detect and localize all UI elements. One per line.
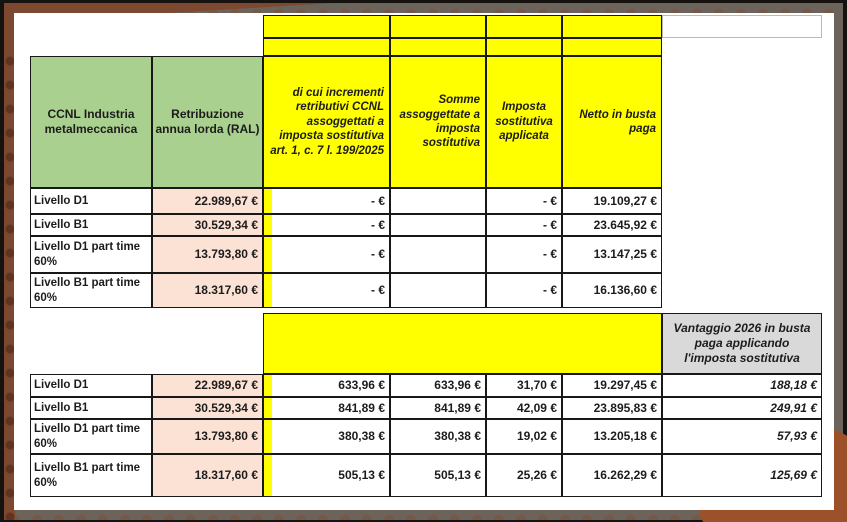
label-cell: Livello D1 <box>30 374 152 397</box>
label-cell: Livello B1 part time 60% <box>30 273 152 308</box>
somme-cell: 633,96 € <box>390 374 486 397</box>
label-cell: Livello D1 <box>30 188 152 214</box>
yellow-band-cell <box>263 38 390 56</box>
empty-cell <box>662 214 822 236</box>
ral-cell: 22.989,67 € <box>152 374 263 397</box>
empty-cell <box>662 56 822 188</box>
incrementi-cell: 633,96 € <box>272 374 390 397</box>
header-ral: Retribuzione annua lorda (RAL) <box>152 56 263 188</box>
somme-cell: 841,89 € <box>390 397 486 419</box>
ral-cell: 22.989,67 € <box>152 188 263 214</box>
yellow-band-cell <box>486 38 562 56</box>
somme-cell <box>390 188 486 214</box>
ral-cell: 13.793,80 € <box>152 236 263 273</box>
empty-cell <box>662 38 822 56</box>
yellow-strip-cell <box>263 419 272 454</box>
ral-cell: 18.317,60 € <box>152 273 263 308</box>
vantaggio-cell: 188,18 € <box>662 374 822 397</box>
empty-cell <box>662 236 822 273</box>
incrementi-cell: 841,89 € <box>272 397 390 419</box>
yellow-band-cell <box>390 38 486 56</box>
imposta-cell: - € <box>486 273 562 308</box>
vantaggio-cell: 57,93 € <box>662 419 822 454</box>
somme-cell <box>390 236 486 273</box>
empty-cell <box>662 188 822 214</box>
header-incrementi: di cui incrementi retributivi CCNL assoggettati a imposta sostitutiva art. 1, c. 7 l. 199/2025 <box>263 56 390 188</box>
empty-cell <box>30 38 263 56</box>
yellow-strip-cell <box>263 397 272 419</box>
header-somme: Somme assoggettate a imposta sostitutiva <box>390 56 486 188</box>
incrementi-cell: - € <box>272 236 390 273</box>
empty-cell <box>30 15 263 38</box>
netto-cell: 16.136,60 € <box>562 273 662 308</box>
incrementi-cell: - € <box>272 214 390 236</box>
empty-note-box <box>662 15 822 38</box>
label-cell: Livello D1 part time 60% <box>30 236 152 273</box>
ral-cell: 30.529,34 € <box>152 397 263 419</box>
yellow-band-cell <box>486 15 562 38</box>
netto-cell: 16.262,29 € <box>562 454 662 497</box>
netto-cell: 19.297,45 € <box>562 374 662 397</box>
slide-page <box>14 13 834 510</box>
header-ccnl: CCNL Industria metalmeccanica <box>30 56 152 188</box>
ral-cell: 30.529,34 € <box>152 214 263 236</box>
netto-cell: 19.109,27 € <box>562 188 662 214</box>
yellow-band-cell <box>263 313 662 374</box>
yellow-strip-cell <box>263 454 272 497</box>
netto-cell: 23.895,83 € <box>562 397 662 419</box>
header-netto: Netto in busta paga <box>562 56 662 188</box>
header-imposta: Imposta sostitutiva applicata <box>486 56 562 188</box>
yellow-strip-cell <box>263 374 272 397</box>
yellow-strip-cell <box>263 236 272 273</box>
yellow-band-cell <box>390 15 486 38</box>
netto-cell: 13.147,25 € <box>562 236 662 273</box>
label-cell: Livello B1 <box>30 397 152 419</box>
imposta-cell: 42,09 € <box>486 397 562 419</box>
yellow-strip-cell <box>263 214 272 236</box>
vantaggio-cell: 249,91 € <box>662 397 822 419</box>
yellow-strip-cell <box>263 188 272 214</box>
incrementi-cell: - € <box>272 273 390 308</box>
label-cell: Livello D1 part time 60% <box>30 419 152 454</box>
label-cell: Livello B1 <box>30 214 152 236</box>
incrementi-cell: 505,13 € <box>272 454 390 497</box>
yellow-strip-cell <box>263 273 272 308</box>
salary-comparison-table <box>30 15 822 497</box>
somme-cell: 505,13 € <box>390 454 486 497</box>
imposta-cell: 19,02 € <box>486 419 562 454</box>
empty-cell <box>662 273 822 308</box>
netto-cell: 13.205,18 € <box>562 419 662 454</box>
vantaggio-cell: 125,69 € <box>662 454 822 497</box>
imposta-cell: 25,26 € <box>486 454 562 497</box>
yellow-band-cell <box>263 15 390 38</box>
header-vantaggio: Vantaggio 2026 in busta paga applicando l'imposta sostitutiva <box>662 313 822 374</box>
netto-cell: 23.645,92 € <box>562 214 662 236</box>
empty-cell <box>30 313 263 374</box>
imposta-cell: 31,70 € <box>486 374 562 397</box>
ral-cell: 18.317,60 € <box>152 454 263 497</box>
imposta-cell: - € <box>486 236 562 273</box>
somme-cell <box>390 214 486 236</box>
label-cell: Livello B1 part time 60% <box>30 454 152 497</box>
incrementi-cell: - € <box>272 188 390 214</box>
imposta-cell: - € <box>486 214 562 236</box>
yellow-band-cell <box>562 15 662 38</box>
ral-cell: 13.793,80 € <box>152 419 263 454</box>
somme-cell <box>390 273 486 308</box>
yellow-band-cell <box>562 38 662 56</box>
somme-cell: 380,38 € <box>390 419 486 454</box>
imposta-cell: - € <box>486 188 562 214</box>
incrementi-cell: 380,38 € <box>272 419 390 454</box>
